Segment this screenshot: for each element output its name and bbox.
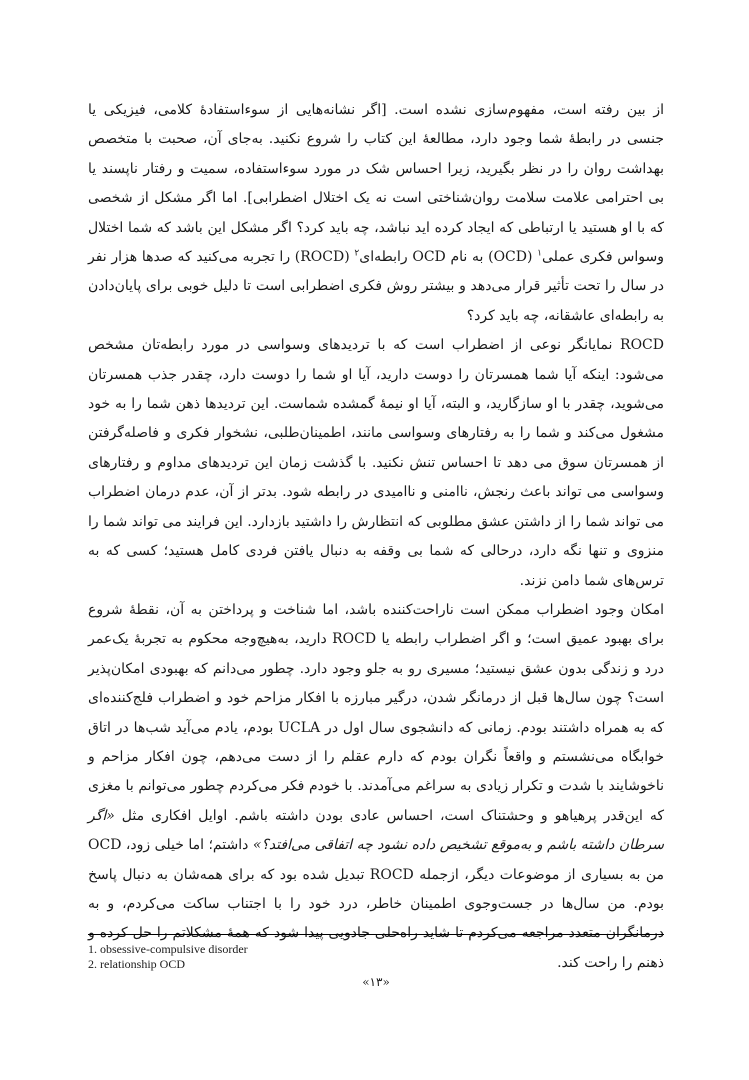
footnote-1: 1. obsessive-compulsive disorder [88,942,248,956]
paragraph-2: ROCD نمایانگر نوعی از اضطراب است که با تردیدهای وسواسی در مورد رابطه‌تان مشخص می‌شود: اینکه آیا شما همسرتان را دوست دارید، آیا او شما را دوست دارد، چقدر جذب همسرتان می‌شوید، چقدر با او سازگارید، و البته، آیا او نیمهٔ گمشده شماست. این تردیدها ذهن شما را به خود مشغول می‌کند و شما را به رفتارهای وسواسی مانند، اطمینان‌طلبی، نشخوار فکری و فاصله‌گرفتن از همسرتان سوق می دهد تا احساس تنش نکنید. با گذشت زمان این تردیدهای مداوم و رفتارهای وسواسی می تواند باعث رنجش، ناامنی و ناامیدی در رابطه شود. بدتر از آن، عدم درمان اضطراب می تواند شما را از داشتن عشق مطلوبی که انتظارش را داشتید بازدارد. این فرایند می تواند شما را منزوی و تنها نگه دارد، درحالی که شما بی وقفه به دنبال یافتن فردی کامل هستید؛ کسی که به ترس‌های شما دامن نزند. [88,337,664,589]
paragraph-3-part-a: امکان وجود اضطراب ممکن است ناراحت‌کننده باشد، اما شناخت و پرداختن به آن، نقطهٔ شروع برای بهبود عمیق است؛ و اگر اضطراب رابطه یا ROCD دارید، به‌هیچ‌وجه محکوم به تجربهٔ یک‌عمر درد و زندگی بدون عشق نیستید؛ مسیری رو به جلو وجود دارد. چطور می‌دانم که بهبودی امکان‌پذیر است؟ چون سال‌ها قبل از درمانگر شدن، درگیر مبارزه با افکار مزاحم خود و اضطراب فلج‌کننده‌ای که به همراه داشتند بودم. زمانی که دانشجوی سال اول در UCLA بودم، یادم می‌آید شب‌ها در اتاق خوابگاه می‌نشستم و واقعاً نگران بودم که دارم عقلم را از دست می‌دهم، چون افکار مزاحم و ناخوشایند با شدت و تکرار زیادی به سراغم می‌آمدند. با خودم فکر می‌کردم چطور می‌توانم با مغزی که این‌قدر پرهیاهو و وحشتناک است، احساس عادی بودن داشته باشم. اوایل افکاری مثل [88,601,665,824]
paragraph-1-part-b: (OCD) به نام OCD رابطه‌ای [359,249,538,266]
paragraph-3-part-b: داشتم؛ اما خیلی زود، OCD من به بسیاری از موضوعات دیگر، ازجمله ROCD تبدیل شده بود که برای همه‌شان به دنبال پاسخ بودم. من سال‌ها در جست‌وجوی اطمینان خاطر، درد خود را با اجتناب ساکت می‌کردم، و به درمانگران متعدد مراجعه می‌کردم تا شاید راه‌حلی جادویی پیدا شود که همهٔ مشکلاتم را حل کرده و ذهنم را راحت کند. [88,837,664,971]
footnote-ref-1: ١ [537,248,543,259]
paragraph-1-part-a: از بین رفته است، مفهوم‌سازی نشده است. [اگر نشانه‌هایی از سوءاستفادهٔ کلامی، فیزیکی یا جنسی در رابطهٔ شما وجود دارد، مطالعهٔ این کتاب را شروع نکنید. به‌جای آن، صحبت با متخصص بهداشت روان را در نظر بگیرید، زیرا احساس شک در مورد سوءاستفاده، سمیت و رفتار ناپسند یا بی احترامی علامت سلامت روان‌شناختی است نه یک اختلال اضطرابی]. اما اگر مشکل از شخصی که با او هستید یا ارتباطی که ایجاد کرده اید نباشد، چه باید کرد؟ اگر مشکل این باشد که شما اختلال وسواس فکری عملی [88,102,664,266]
paragraph-1 [88,96,664,331]
footnote-ref-2: ٢ [354,248,360,259]
page-number: «١٣» [362,975,390,989]
paragraph-3-quote: «اگر سرطان داشته باشم و به‌موقع تشخیص داده نشود چه اتفاقی می‌افتد؟» [88,807,664,854]
book-page [88,96,664,1056]
footnotes [88,942,664,972]
paragraph-1-part-c: (ROCD) را تجربه می‌کنید که صدها هزار نفر در سال را تحت تأثیر قرار می‌دهد و بیشتر روش فکری اضطرابی است تا دلیل خوبی برای پایان‌دادن به رابطه‌ای عاشقانه، چه باید کرد؟ [88,249,664,324]
footnote-2: 2. relationship OCD [88,957,185,971]
footnote-divider [88,934,664,935]
paragraph-3 [88,596,664,978]
body-text [88,96,664,978]
